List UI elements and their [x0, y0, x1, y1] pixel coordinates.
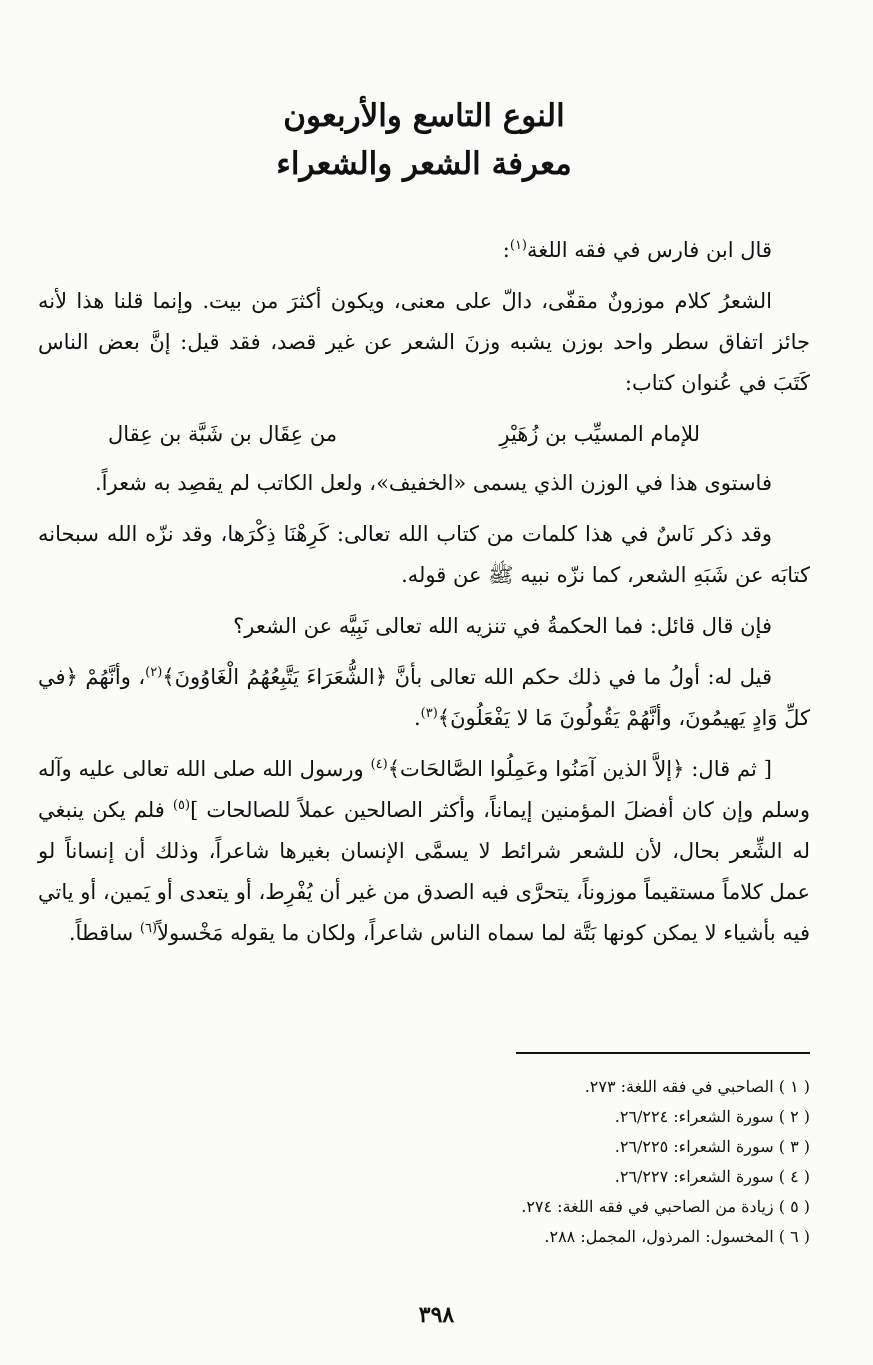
paragraph-5: فإن قال قائل: فما الحكمةُ في تنزيه الله تعالى نَبِيَّه عن الشعر؟ [233, 614, 772, 638]
paragraph-3: فاستوى هذا في الوزن الذي يسمى «الخفيف»، ولعل الكاتب لم يقصِد به شعراً. [94, 471, 772, 495]
footnote-1: ( ١ ) الصاحبي في فقه اللغة: ٢٧٣. [584, 1077, 810, 1096]
footnote-4: ( ٤ ) سورة الشعراء: ٢٦/٢٢٧. [614, 1167, 810, 1186]
footnote-ref-2[interactable]: (٢) [145, 665, 163, 680]
footnotes [380, 1072, 810, 1252]
footnote-separator [516, 1052, 810, 1054]
footnote-3: ( ٣ ) سورة الشعراء: ٢٦/٢٢٥. [614, 1137, 810, 1156]
footnote-ref-6[interactable]: (٦) [139, 921, 158, 936]
paragraph-6: قيل له: أولُ ما في ذلك حكم الله تعالى بأنَّ ﴿الشُّعَرَاءَ يَتَّبِعُهُمُ الْغَاوُونَ﴾$^{(٢)}$، وأنَّهُمْ ﴿في كلِّ وَادٍ يَهيمُونَ، وأنَّهُمْ يَقُولُونَ مَا لا يَفْعَلُونَ﴾$^{(٣)}$. [38, 665, 810, 730]
footnote-ref-5[interactable]: (٥) [172, 798, 191, 813]
page-content [38, 92, 810, 964]
footnote-2: ( ٢ ) سورة الشعراء: ٢٦/٢٢٤. [614, 1107, 810, 1126]
footnote-ref-4[interactable]: (٤) [370, 757, 388, 772]
footnote-5: ( ٥ ) زيادة من الصاحبي في فقه اللغة: ٢٧٤. [521, 1197, 810, 1216]
verse-hemistich-right: للإمام المسيِّب بن زُهَيْرِ [499, 422, 700, 446]
poem-verse [38, 414, 810, 455]
paragraph-7: [ ثم قال: ﴿إلاَّ الذين آمَنُوا وعَمِلُوا الصَّالحَات﴾$^{(٤)}$ ورسول الله صلى الله تعالى عليه وآله وسلم وإن كان أفضلَ المؤمنين إيماناً، وأكثر الصالحين عملاً للصالحات ]$^{(٥)}$ فلم يكن ينبغي له الشِّعر بحال، لأن للشعر شرائط لا يسمَّى الإنسان بغيرها شاعراً، وذلك أن إنساناً لو عمل كلاماً مستقيماً موزوناً، يتحرَّى فيه الصدق من غير أن يُفْرِط، أو يتعدى أو يَمين، أو ياتي فيه بأشياء لا يمكن كونها بَتَّة لما سماه الناس شاعراً، ولكان ما يقوله مَخْسولاً$^{(٦)}$ ساقطاً. [38, 757, 811, 945]
paragraph-4: وقد ذكر نَاسٌ في هذا كلمات من كتاب الله تعالى: كَرِهْنَا ذِكْرَها، وقد نزّه الله سبحانه كتابَه عن شَبَهِ الشعر، كما نزّه نبيه ﷺ عن قوله. [38, 522, 810, 587]
footnote-ref-1[interactable]: (١) [509, 238, 527, 253]
body-text [38, 230, 810, 954]
footnote-ref-3[interactable]: (٣) [420, 706, 438, 721]
paragraph-1: قال ابن فارس في فقه اللغة$^{(١)}$: [502, 238, 772, 262]
chapter-title: النوع التاسع والأربعون [283, 98, 565, 134]
verse-hemistich-left: من عِقَال بن شَبَّة بن عِقال [108, 422, 338, 446]
chapter-subtitle: معرفة الشعر والشعراء [276, 146, 572, 182]
footnote-6: ( ٦ ) المخسول: المرذول، المجمل: ٢٨٨. [544, 1227, 810, 1246]
page-number: ٣٩٨ [418, 1302, 455, 1328]
paragraph-2: الشعرُ كلام موزونٌ مقفّى، دالّ على معنى، ويكون أكثرَ من بيت. وإنما قلنا هذا لأنه جائز اتفاق سطر واحد بوزن يشبه وزنَ الشعر عن غير قصد، فقد قيل: إنَّ بعض الناس كَتَبَ في عُنوان كتاب: [38, 289, 810, 395]
